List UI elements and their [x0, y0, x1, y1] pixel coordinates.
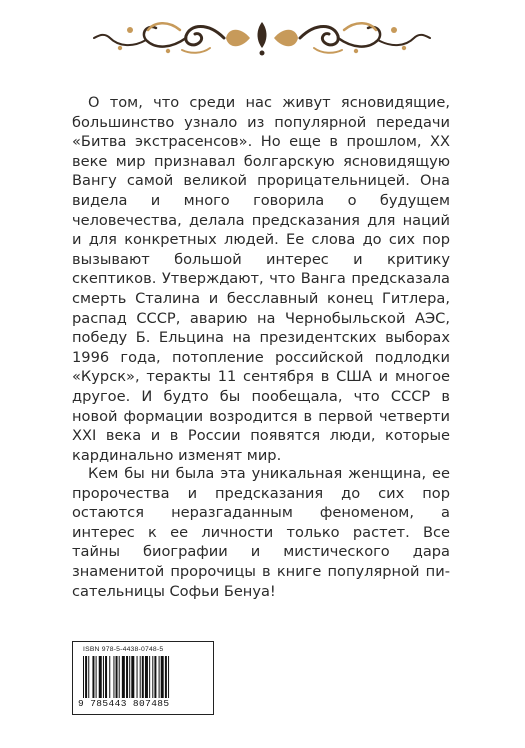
barcode-bar: [149, 656, 150, 700]
barcode-bar: [154, 656, 156, 700]
barcode-bar: [140, 656, 141, 700]
barcode-bar: [159, 656, 160, 700]
barcode-bar: [145, 656, 148, 700]
barcode-bar: [88, 656, 89, 700]
barcode-bar: [137, 656, 138, 700]
barcode-bars: [83, 656, 205, 700]
barcode-bar: [168, 656, 169, 700]
barcode-bar: [99, 656, 102, 700]
decorative-ornament: [90, 18, 435, 58]
description-paragraph-1: [72, 93, 450, 465]
barcode-bar: [152, 656, 153, 700]
barcode-bar: [131, 656, 134, 700]
barcode-bar: [142, 656, 144, 700]
barcode-digits: 9 785443 807485: [78, 698, 170, 709]
barcode-bar: [96, 656, 97, 700]
barcode-bar: [161, 656, 164, 700]
barcode-bar: [105, 656, 107, 700]
paragraph-text: Кем бы ни была эта уникальная женщина, ее пророчества и предсказания до сих пор остаются неразгаданным феноменом, а интерес к ее личности только растет. Все тайны биографии и мистического дара знаменитой пророчицы в книге популярной писательницы Софьи Бенуа!: [72, 465, 450, 600]
barcode-bar: [116, 656, 118, 700]
barcode-bar: [85, 656, 87, 700]
barcode-bar: [83, 656, 84, 700]
barcode-bar: [109, 656, 110, 700]
isbn-barcode: [72, 641, 214, 715]
barcode-bar: [165, 656, 167, 700]
barcode-bar: [129, 656, 130, 700]
isbn-label: ISBN 978-5-4438-0748-5: [83, 646, 164, 653]
barcode-bar: [122, 656, 125, 700]
barcode-bar: [92, 656, 94, 700]
paragraph-text: О том, что среди нас живут ясновидящие, большинство узнало из популярной передачи «Битва экстрасенсов». Но еще в прошлом, XX веке мир признавал болгарскую ясновидящую Вангу самой великой прорицательницей. Она видела и много говорила о будущем человечества, делала предсказания для наций и для конкретных людей. Ее слова до сих пор вызывают большой интерес и критику скептиков. Утверждают, что Ванга предсказала смерть Сталина и бесславный конец Гитлера, распад СССР, аварию на Чернобыльской АЭС, победу Б. Ельцина на президентских выборах 1996 года, потопление российской подлодки «Курск», теракты 11 сентября в США и многое другое. И будто бы пообещала, что СССР в новой формации возродится в первой четверти XXI века и в России появятся люди, которые кардинально изменят мир.: [72, 94, 450, 464]
description-paragraph-2: [72, 464, 450, 601]
barcode-bar: [103, 656, 104, 700]
barcode-bar: [113, 656, 114, 700]
barcode-bar: [119, 656, 120, 700]
barcode-bar: [126, 656, 128, 700]
